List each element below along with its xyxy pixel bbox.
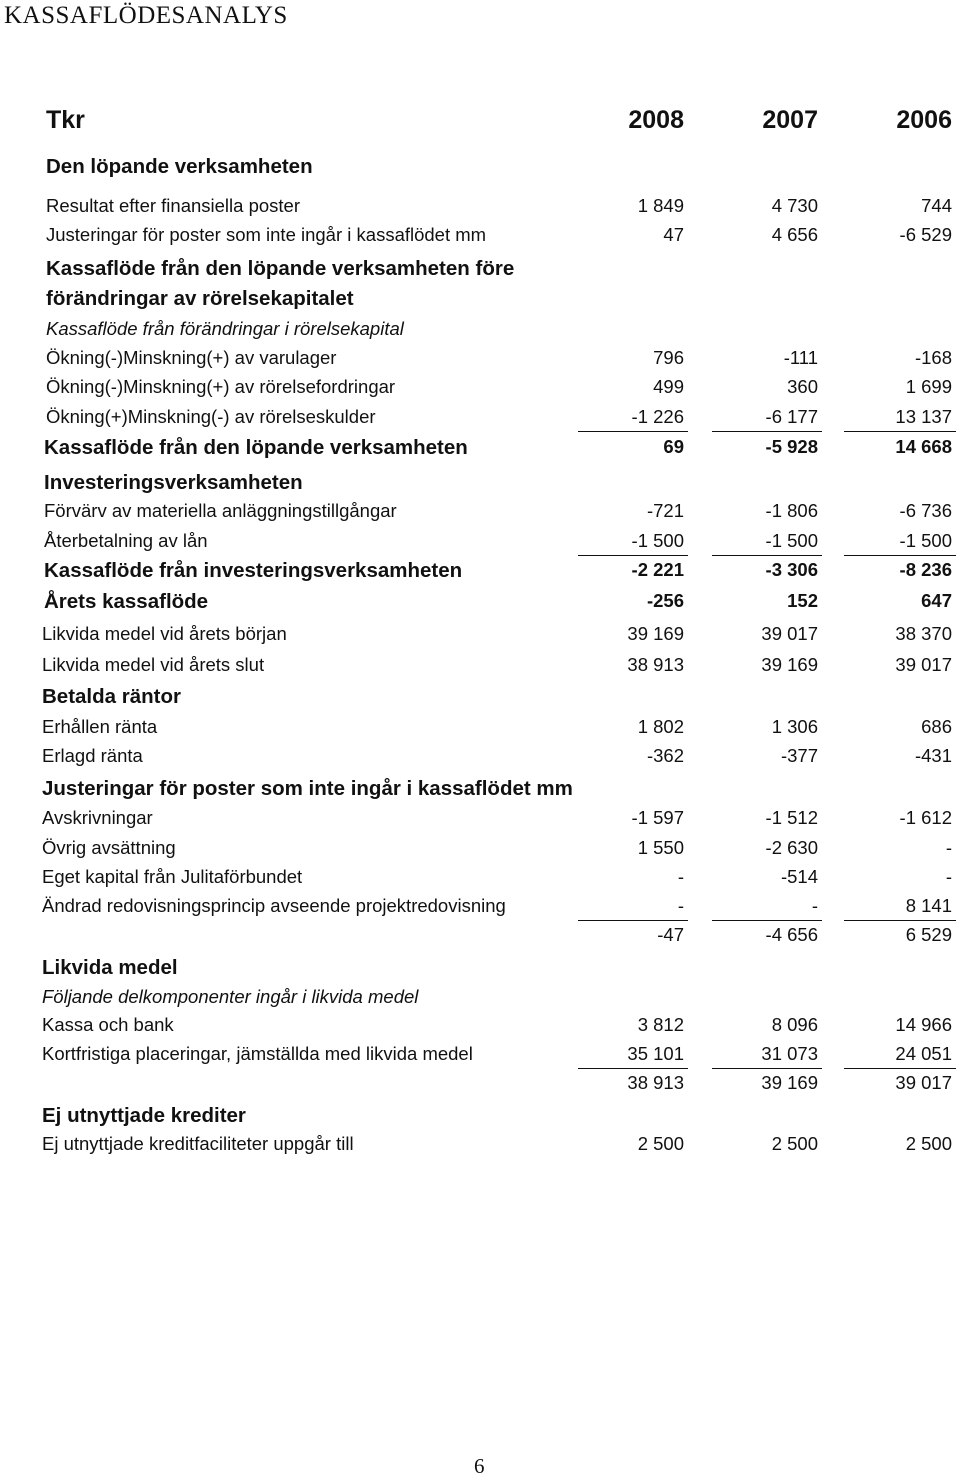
row-label: Förvärv av materiella anläggningstillgångar (44, 500, 397, 521)
value-2006: 38 370 (895, 623, 952, 644)
row-label: Ökning(+)Minskning(-) av rörelseskulder (46, 406, 376, 427)
value-2006: 8 141 (905, 895, 952, 916)
value-2008: 35 101 (627, 1043, 684, 1064)
value-2006: 647 (921, 590, 952, 611)
value-2006: -168 (914, 347, 952, 368)
value-2006: - (945, 837, 952, 858)
value-2007: -6 177 (765, 406, 818, 427)
row-label: Resultat efter finansiella poster (46, 195, 300, 216)
value-2006: 39 017 (895, 654, 952, 675)
value-2006: 2 500 (905, 1133, 952, 1154)
value-2008: 796 (653, 347, 684, 368)
value-2007: 4 656 (771, 224, 818, 245)
column-underline (578, 555, 688, 556)
row-label: Erlagd ränta (42, 745, 143, 766)
row-label: Kortfristiga placeringar, jämställda med likvida medel (42, 1043, 473, 1064)
row-label: Kassaflöde från den löpande verksamheten före (46, 257, 515, 280)
value-2007: -2 630 (765, 837, 818, 858)
column-underline (578, 431, 688, 432)
row-label: Ökning(-)Minskning(+) av rörelsefordringar (46, 376, 396, 397)
row-label: Följande delkomponenter ingår i likvida medel (42, 986, 419, 1007)
value-2006: 744 (921, 195, 952, 216)
value-2008: 39 169 (627, 623, 684, 644)
column-underline (578, 920, 688, 921)
row-label: Erhållen ränta (42, 716, 158, 737)
column-underline (712, 920, 822, 921)
row-label: Eget kapital från Julitaförbundet (42, 866, 303, 887)
value-2008: - (677, 895, 684, 916)
row-label: Ej utnyttjade krediter (42, 1104, 246, 1127)
row-label: Ändrad redovisningsprincip avseende projektredovisning (42, 895, 506, 916)
row-label: Likvida medel (42, 956, 178, 979)
value-2007: -1 500 (765, 530, 818, 551)
value-2007: 360 (787, 376, 818, 397)
value-2008: -1 226 (631, 406, 684, 427)
value-2007: -1 512 (765, 807, 818, 828)
row-label: Likvida medel vid årets slut (42, 654, 265, 675)
value-2008: 47 (663, 224, 684, 245)
value-2006: 686 (921, 716, 952, 737)
value-2007: 39 169 (761, 654, 818, 675)
row-label: Likvida medel vid årets början (42, 623, 287, 644)
value-2008: - (677, 866, 684, 887)
row-label: Avskrivningar (42, 807, 153, 828)
column-underline (844, 555, 956, 556)
value-2006: -6 736 (899, 500, 952, 521)
value-2006: 6 529 (905, 924, 952, 945)
column-underline (712, 431, 822, 432)
value-2007: 31 073 (761, 1043, 818, 1064)
value-2006: 39 017 (895, 1072, 952, 1093)
value-2007: 39 169 (761, 1072, 818, 1093)
value-2006: -6 529 (899, 224, 952, 245)
value-2008: 69 (663, 436, 684, 457)
value-2007: -377 (780, 745, 818, 766)
column-underline (844, 431, 956, 432)
page-number: 6 (474, 1454, 485, 1478)
row-label: Ej utnyttjade kreditfaciliteter uppgår till (42, 1133, 354, 1154)
value-2007: -111 (783, 347, 818, 368)
value-2008: -721 (646, 500, 684, 521)
value-2008: 2008 (628, 106, 684, 134)
value-2006: 1 699 (905, 376, 952, 397)
value-2008: -256 (646, 590, 684, 611)
page-title: KASSAFLÖDESANALYS (4, 2, 288, 29)
row-label: Återbetalning av lån (44, 530, 208, 551)
value-2006: 14 668 (895, 436, 952, 457)
value-2008: 1 802 (637, 716, 684, 737)
row-label: Justeringar för poster som inte ingår i kassaflödet mm (42, 777, 573, 800)
value-2007: -5 928 (765, 436, 818, 457)
row-label: Investeringsverksamheten (44, 471, 303, 494)
value-2006: 2006 (896, 106, 952, 134)
value-2006: - (945, 866, 952, 887)
column-underline (712, 555, 822, 556)
value-2008: -1 597 (631, 807, 684, 828)
column-underline (844, 920, 956, 921)
row-label: Betalda räntor (42, 685, 181, 708)
value-2007: - (811, 895, 818, 916)
value-2006: -431 (914, 745, 952, 766)
row-label: Ökning(-)Minskning(+) av varulager (46, 347, 337, 368)
value-2008: 2 500 (637, 1133, 684, 1154)
value-2008: 1 849 (637, 195, 684, 216)
value-2007: 2007 (762, 106, 818, 134)
row-label: Kassaflöde från investeringsverksamheten (44, 559, 463, 582)
row-label: Kassa och bank (42, 1014, 174, 1035)
value-2007: 152 (787, 590, 818, 611)
row-label: Övrig avsättning (42, 837, 176, 858)
value-2008: -47 (657, 924, 684, 945)
value-2008: 499 (653, 376, 684, 397)
value-2006: 14 966 (895, 1014, 952, 1035)
column-underline (844, 1068, 956, 1069)
value-2008: 38 913 (627, 654, 684, 675)
value-2008: -1 500 (631, 530, 684, 551)
row-label: Årets kassaflöde (44, 590, 209, 613)
row-label: Justeringar för poster som inte ingår i kassaflödet mm (46, 224, 487, 245)
value-2008: 3 812 (637, 1014, 684, 1035)
value-2006: 24 051 (895, 1043, 952, 1064)
value-2007: 1 306 (771, 716, 818, 737)
value-2008: -2 221 (631, 559, 684, 580)
value-2007: 8 096 (771, 1014, 818, 1035)
row-label: Tkr (46, 106, 85, 134)
value-2006: -1 500 (899, 530, 952, 551)
value-2007: -3 306 (765, 559, 818, 580)
row-label: förändringar av rörelsekapitalet (46, 287, 354, 310)
value-2007: -514 (780, 866, 818, 887)
value-2007: -4 656 (765, 924, 818, 945)
column-underline (578, 1068, 688, 1069)
value-2007: 2 500 (771, 1133, 818, 1154)
row-label: Kassaflöde från den löpande verksamheten (44, 436, 468, 459)
column-underline (712, 1068, 822, 1069)
value-2008: 38 913 (627, 1072, 684, 1093)
value-2008: 1 550 (637, 837, 684, 858)
value-2006: -8 236 (899, 559, 952, 580)
row-label: Kassaflöde från förändringar i rörelsekapital (46, 318, 404, 339)
row-label: Den löpande verksamheten (46, 155, 313, 178)
value-2006: -1 612 (899, 807, 952, 828)
value-2007: 4 730 (771, 195, 818, 216)
value-2007: 39 017 (761, 623, 818, 644)
value-2008: -362 (646, 745, 684, 766)
value-2006: 13 137 (895, 406, 952, 427)
value-2007: -1 806 (765, 500, 818, 521)
